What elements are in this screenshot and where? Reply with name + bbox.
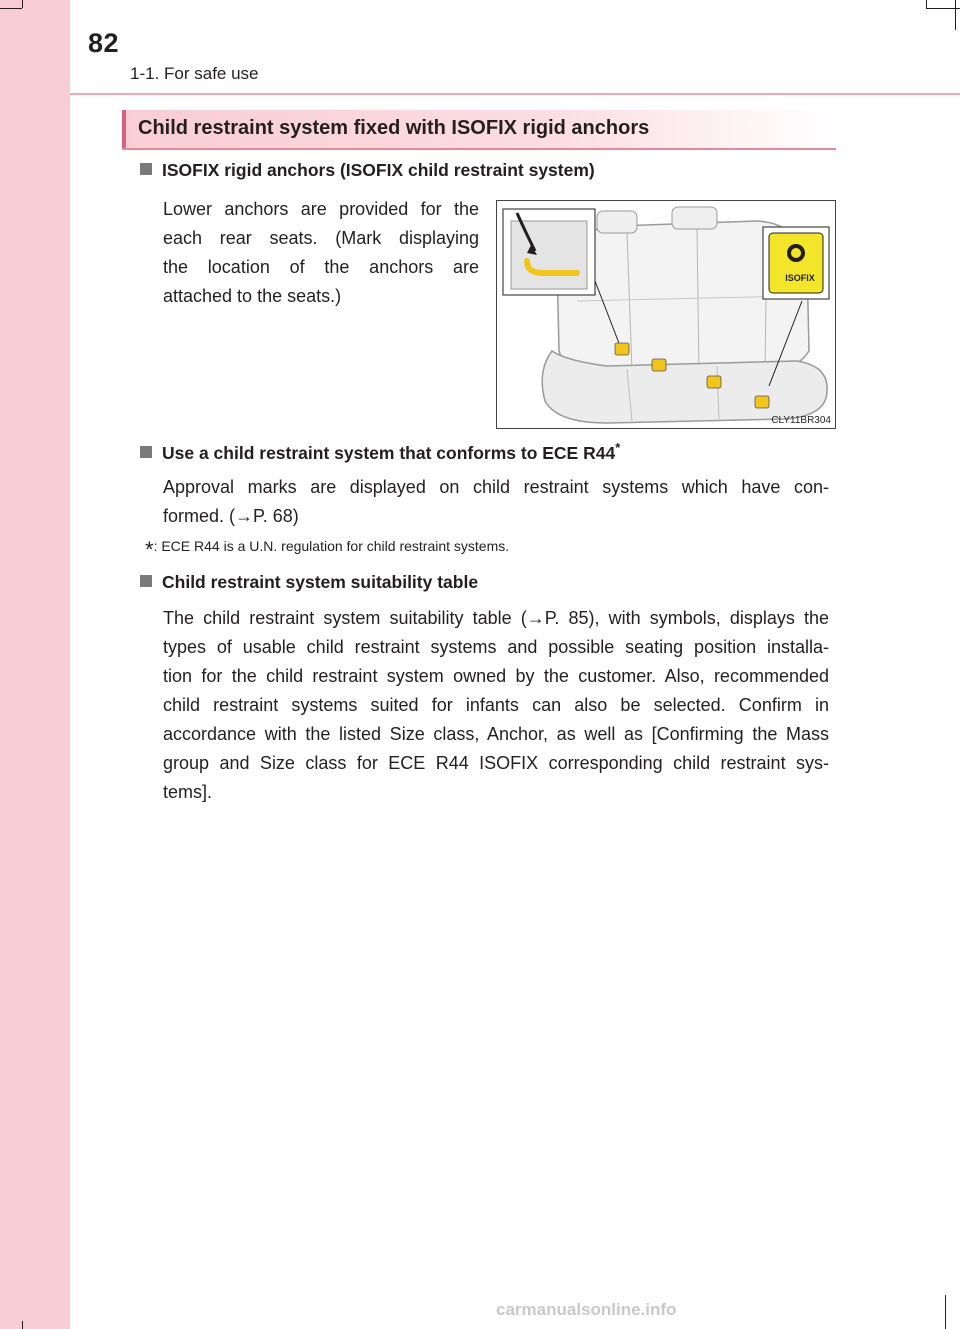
crop-mark-top-left-h bbox=[0, 8, 22, 9]
body-line: attached to the seats.) bbox=[163, 286, 342, 306]
body-line: The child restraint system suitability table (→P. 85), with symbols, displays the bbox=[163, 608, 829, 628]
item-body-ece-r44 bbox=[163, 473, 829, 531]
item-heading-ece-r44 bbox=[140, 440, 620, 464]
body-line: accordance with the listed Size class, Anchor, as well as [Confirming the Mass bbox=[163, 724, 829, 744]
body-line: group and Size class for ECE R44 ISOFIX corresponding child restraint sys- bbox=[163, 753, 829, 773]
crop-mark-bottom-right bbox=[945, 1295, 946, 1329]
header-rule bbox=[70, 93, 960, 95]
square-bullet-icon bbox=[140, 575, 152, 587]
footnote-mark: * bbox=[615, 440, 621, 455]
item-heading-suitability-table bbox=[140, 572, 478, 593]
body-line: child restraint systems suited for infants can also be selected. Confirm in bbox=[163, 695, 829, 715]
isofix-label: ISOFIX bbox=[785, 273, 815, 283]
footnote-text: : ECE R44 is a U.N. regulation for child restraint systems. bbox=[153, 538, 510, 554]
footnote-star: * bbox=[145, 537, 154, 562]
item-heading-isofix-anchors bbox=[140, 160, 595, 181]
body-line: formed. (→P. 68) bbox=[163, 506, 299, 526]
watermark: carmanualsonline.info bbox=[496, 1300, 677, 1319]
subheader-title: Child restraint system fixed with ISOFIX rigid anchors bbox=[138, 117, 650, 139]
crop-mark-right-v bbox=[955, 0, 956, 30]
heading-text: Child restraint system suitability table bbox=[162, 572, 479, 592]
footnote bbox=[145, 537, 509, 563]
heading-text: ISOFIX rigid anchors (ISOFIX child restraint system) bbox=[162, 160, 595, 180]
subheader-bar bbox=[122, 110, 836, 150]
rear-seat-illustration bbox=[497, 201, 835, 428]
item-body-isofix-anchors bbox=[163, 195, 479, 311]
subheader-accent bbox=[122, 110, 126, 148]
body-line: tems]. bbox=[163, 782, 213, 802]
rear-seat-isofix-figure bbox=[496, 200, 836, 429]
body-line: types of usable child restraint systems and possible seating position installa- bbox=[163, 637, 829, 657]
crop-mark-bottom-left bbox=[22, 1321, 23, 1329]
page-number: 82 bbox=[88, 28, 120, 58]
crop-mark-top-left bbox=[22, 0, 23, 8]
heading-text: Use a child restraint system that conforms to ECE R44 bbox=[162, 442, 616, 463]
body-line: the location of the anchors are bbox=[163, 257, 479, 277]
body-line: Lower anchors are provided for the bbox=[163, 199, 479, 219]
square-bullet-icon bbox=[140, 163, 152, 175]
section-title: 1-1. For safe use bbox=[130, 64, 259, 83]
body-line: Approval marks are displayed on child restraint systems which have con- bbox=[163, 477, 829, 497]
item-body-suitability-table bbox=[163, 604, 829, 807]
figure-code: CLY11BR304 bbox=[771, 415, 831, 426]
page-side-band bbox=[0, 0, 70, 1329]
body-line: each rear seats. (Mark displaying bbox=[163, 228, 479, 248]
square-bullet-icon bbox=[140, 446, 152, 458]
crop-mark-top-right bbox=[926, 0, 927, 8]
body-line: tion for the child restraint system owned by the customer. Also, recommended bbox=[163, 666, 829, 686]
